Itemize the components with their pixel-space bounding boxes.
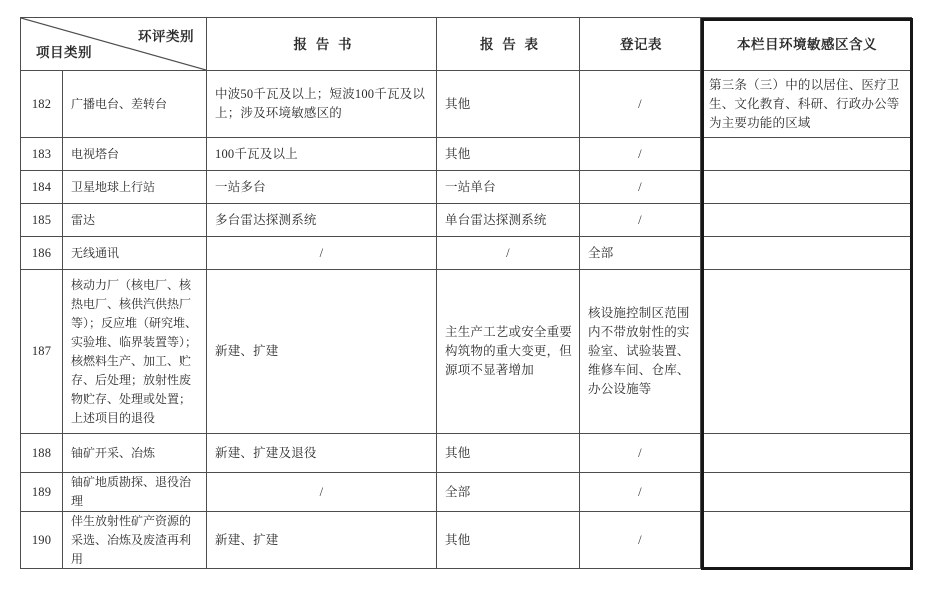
cell-no: 184 <box>21 171 63 204</box>
cell-category: 无线通讯 <box>63 237 207 270</box>
cell-no: 185 <box>21 204 63 237</box>
cell-registration-form: / <box>580 473 701 512</box>
header-report-form-label: 报告表 <box>479 36 547 52</box>
corner-header-cell <box>21 18 207 71</box>
cell-sensitive-meaning <box>701 512 912 569</box>
cell-registration-form: / <box>580 512 701 569</box>
cell-sensitive-meaning: 第三条（三）中的以居住、医疗卫生、文化教育、科研、行政办公等为主要功能的区域 <box>701 71 912 138</box>
table-grid <box>21 18 912 569</box>
cell-no: 187 <box>21 270 63 434</box>
header-sensitive-meaning <box>701 18 912 71</box>
cell-registration-form: 核设施控制区范围内不带放射性的实验室、试验装置、维修车间、仓库、办公设施等 <box>580 270 701 434</box>
cell-category: 铀矿地质勘探、退役治理 <box>63 473 207 512</box>
header-registration-form <box>580 18 701 71</box>
cell-category: 广播电台、差转台 <box>63 71 207 138</box>
cell-sensitive-meaning <box>701 473 912 512</box>
cell-sensitive-meaning <box>701 237 912 270</box>
cell-registration-form: / <box>580 138 701 171</box>
cell-sensitive-meaning <box>701 270 912 434</box>
cell-no: 186 <box>21 237 63 270</box>
corner-label-eia-category: 环评类别 <box>138 29 194 44</box>
cell-report-book: 一站多台 <box>207 171 437 204</box>
cell-report-book: 中波50千瓦及以上；短波100千瓦及以上；涉及环境敏感区的 <box>207 71 437 138</box>
cell-category: 雷达 <box>63 204 207 237</box>
cell-category: 卫星地球上行站 <box>63 171 207 204</box>
cell-report-book: 新建、扩建及退役 <box>207 434 437 473</box>
cell-report-form: 其他 <box>437 71 580 138</box>
cell-sensitive-meaning <box>701 171 912 204</box>
cell-report-form: 其他 <box>437 434 580 473</box>
header-report-form <box>437 18 580 71</box>
cell-registration-form: / <box>580 204 701 237</box>
cell-report-form: 单台雷达探测系统 <box>437 204 580 237</box>
header-report-book <box>207 18 437 71</box>
cell-report-form: 其他 <box>437 512 580 569</box>
cell-no: 189 <box>21 473 63 512</box>
cell-report-form: 全部 <box>437 473 580 512</box>
corner-label-project-category: 项目类别 <box>36 45 92 60</box>
cell-report-form: 一站单台 <box>437 171 580 204</box>
cell-no: 182 <box>21 71 63 138</box>
cell-report-form: / <box>437 237 580 270</box>
cell-category: 核动力厂（核电厂、核热电厂、核供汽供热厂等）；反应堆（研究堆、实验堆、临界装置等）；核燃料生产、加工、贮存、后处理；放射性废物贮存、处理或处置；上述项目的退役 <box>63 270 207 434</box>
cell-registration-form: 全部 <box>580 237 701 270</box>
cell-no: 183 <box>21 138 63 171</box>
cell-report-book: 多台雷达探测系统 <box>207 204 437 237</box>
cell-report-book: 新建、扩建 <box>207 270 437 434</box>
cell-report-form: 其他 <box>437 138 580 171</box>
cell-report-book: / <box>207 237 437 270</box>
cell-registration-form: / <box>580 71 701 138</box>
cell-report-form: 主生产工艺或安全重要构筑物的重大变更，但源项不显著增加 <box>437 270 580 434</box>
eia-classification-table <box>20 17 912 569</box>
cell-no: 188 <box>21 434 63 473</box>
cell-registration-form: / <box>580 171 701 204</box>
cell-category: 电视塔台 <box>63 138 207 171</box>
cell-registration-form: / <box>580 434 701 473</box>
header-registration-form-label: 登记表 <box>620 36 662 52</box>
cell-report-book: 新建、扩建 <box>207 512 437 569</box>
cell-no: 190 <box>21 512 63 569</box>
cell-sensitive-meaning <box>701 434 912 473</box>
cell-sensitive-meaning <box>701 204 912 237</box>
header-sensitive-meaning-label: 本栏目环境敏感区含义 <box>737 36 877 52</box>
cell-category: 铀矿开采、冶炼 <box>63 434 207 473</box>
cell-category: 伴生放射性矿产资源的采选、冶炼及废渣再利用 <box>63 512 207 569</box>
cell-report-book: 100千瓦及以上 <box>207 138 437 171</box>
cell-report-book: / <box>207 473 437 512</box>
cell-sensitive-meaning <box>701 138 912 171</box>
header-report-book-label: 报告书 <box>293 36 361 52</box>
